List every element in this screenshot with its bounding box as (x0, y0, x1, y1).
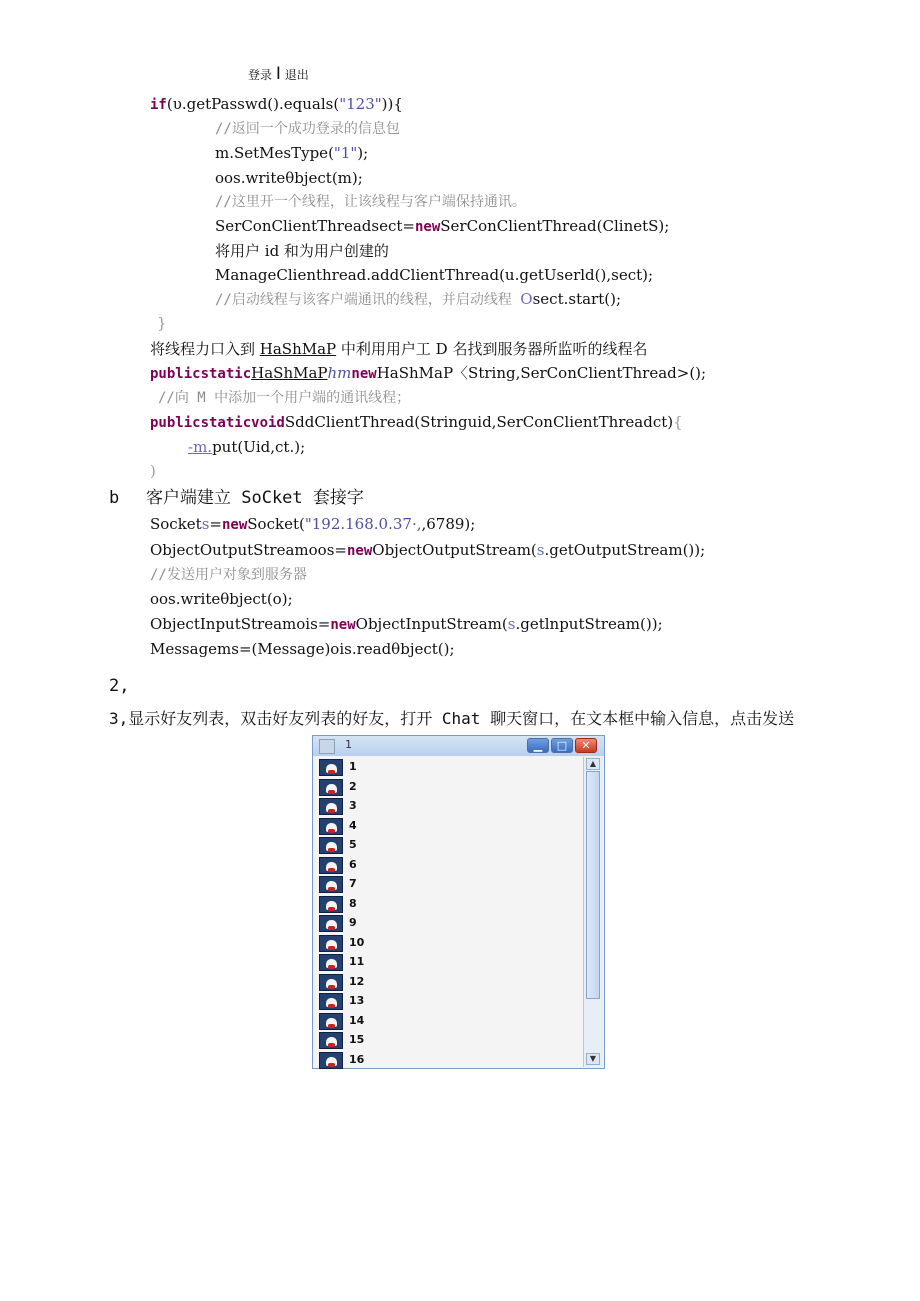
minimize-button[interactable]: ▁ (527, 738, 549, 753)
scroll-thumb[interactable] (586, 771, 600, 999)
friend-list-item[interactable] (319, 778, 519, 797)
code-comment: //这里开一个线程，让该线程与客户端保持通讯。 (215, 194, 526, 210)
code-comment: //发送用户对象到服务器 (150, 567, 307, 583)
code-line: publicstaticvoidSddClientThread(Stringuid,SerConClientThreadct){ (150, 413, 683, 431)
window-titlebar[interactable] (313, 736, 604, 756)
friend-list-item[interactable] (319, 895, 519, 914)
friend-name: 3 (349, 799, 357, 812)
code-line: publicstaticHaShMaPhmnewHaShMaP〈String,SerConClientThread>(); (150, 364, 707, 382)
code-line: //启动线程与该客户端通讯的线程，并启动线程 Osect.start(); (215, 290, 622, 308)
friend-name: 10 (349, 935, 365, 949)
code-line: m.SetMesType("1"); (215, 144, 369, 162)
friend-name: 7 (349, 877, 357, 890)
java-app-icon (319, 739, 335, 754)
maximize-button[interactable]: □ (551, 738, 573, 753)
friend-name: 4 (349, 818, 357, 832)
code-brace: ) (150, 462, 156, 480)
friend-name: 11 (349, 955, 365, 968)
friend-list-item[interactable] (319, 1031, 519, 1050)
code-comment: //返回一个成功登录的信息包 (215, 121, 400, 137)
friend-name: 8 (349, 896, 357, 910)
code-line: oos.writeθbject(o); (150, 590, 293, 608)
friend-list-item[interactable] (319, 758, 519, 777)
login-logout-caption: 登录 I 退出 (248, 64, 309, 84)
friend-name: 9 (349, 916, 357, 929)
item-3-description: 3,显示好友列表，双击好友列表的好友，打开 Chat 聊天窗口，在文本框中输入信息，点击发送 (109, 709, 795, 728)
friend-list-item[interactable] (319, 856, 519, 875)
friend-list-item[interactable] (319, 1012, 519, 1031)
penguin-avatar-icon (319, 974, 343, 991)
code-note: 将用户 id 和为用户创建的 (215, 242, 389, 260)
penguin-avatar-icon (319, 876, 343, 893)
vertical-scrollbar[interactable] (583, 757, 603, 1067)
friend-list[interactable] (315, 757, 583, 1067)
code-line: Messagems=(Message)ois.readθbject(); (150, 640, 455, 658)
section-b-title: 客户端建立 SoCket 套接字 (146, 488, 364, 508)
penguin-avatar-icon (319, 993, 343, 1010)
code-line: Sockets=newSocket("192.168.0.37·,,6789); (150, 515, 476, 533)
friend-list-item[interactable] (319, 875, 519, 894)
friend-list-item[interactable] (319, 797, 519, 816)
friend-name: 6 (349, 857, 357, 871)
penguin-avatar-icon (319, 798, 343, 815)
penguin-avatar-icon (319, 1032, 343, 1049)
code-brace: } (157, 314, 167, 332)
penguin-avatar-icon (319, 896, 343, 913)
penguin-avatar-icon (319, 1052, 343, 1069)
code-comment: //向 M 中添加一个用户端的通讯线程； (158, 390, 411, 406)
friend-list-item[interactable] (319, 836, 519, 855)
friend-list-window (312, 735, 605, 1069)
scroll-up-arrow-icon[interactable]: ▲ (586, 758, 600, 770)
friend-list-item[interactable] (319, 914, 519, 933)
code-note: 将线程力口入到 HaShMaP 中利用用户工 D 名找到服务器所监听的线程名 (150, 340, 648, 358)
friend-name: 15 (349, 1033, 365, 1046)
penguin-avatar-icon (319, 759, 343, 776)
code-line-if-passwd: if(υ.getPasswd().equals("123")){ (150, 95, 403, 113)
code-line: ManageClienthread.addClientThread(u.getUserld(),sect); (215, 266, 654, 284)
friend-list-item[interactable] (319, 973, 519, 992)
friend-name: 1 (349, 760, 357, 773)
window-title: 1 (345, 738, 352, 751)
code-line: ObjectOutputStreamoos=newObjectOutputStream(s.getOutputStream()); (150, 541, 706, 559)
friend-list-item[interactable] (319, 1051, 519, 1070)
code-line: -m.put(Uid,ct.); (188, 438, 306, 456)
code-line: SerConClientThreadsect=newSerConClientThread(ClinetS); (215, 217, 670, 235)
friend-name: 16 (349, 1052, 365, 1066)
close-button[interactable]: ✕ (575, 738, 597, 753)
penguin-avatar-icon (319, 779, 343, 796)
friend-list-item[interactable] (319, 992, 519, 1011)
penguin-avatar-icon (319, 1013, 343, 1030)
friend-list-item[interactable] (319, 953, 519, 972)
friend-name: 12 (349, 974, 365, 988)
code-line: oos.writeθbject(m); (215, 169, 363, 187)
friend-name: 13 (349, 994, 365, 1007)
section-b-marker: b (109, 488, 120, 508)
friend-list-item[interactable] (319, 934, 519, 953)
friend-list-item[interactable] (319, 817, 519, 836)
item-2: 2, (109, 676, 130, 696)
code-line: ObjectInputStreamois=newObjectInputStream(s.getlnputStream()); (150, 615, 663, 633)
penguin-avatar-icon (319, 857, 343, 874)
penguin-avatar-icon (319, 915, 343, 932)
penguin-avatar-icon (319, 818, 343, 835)
friend-name: 2 (349, 779, 357, 793)
friend-name: 14 (349, 1013, 365, 1027)
scroll-down-arrow-icon[interactable]: ▼ (586, 1053, 600, 1065)
penguin-avatar-icon (319, 935, 343, 952)
penguin-avatar-icon (319, 837, 343, 854)
penguin-avatar-icon (319, 954, 343, 971)
friend-name: 5 (349, 838, 357, 851)
